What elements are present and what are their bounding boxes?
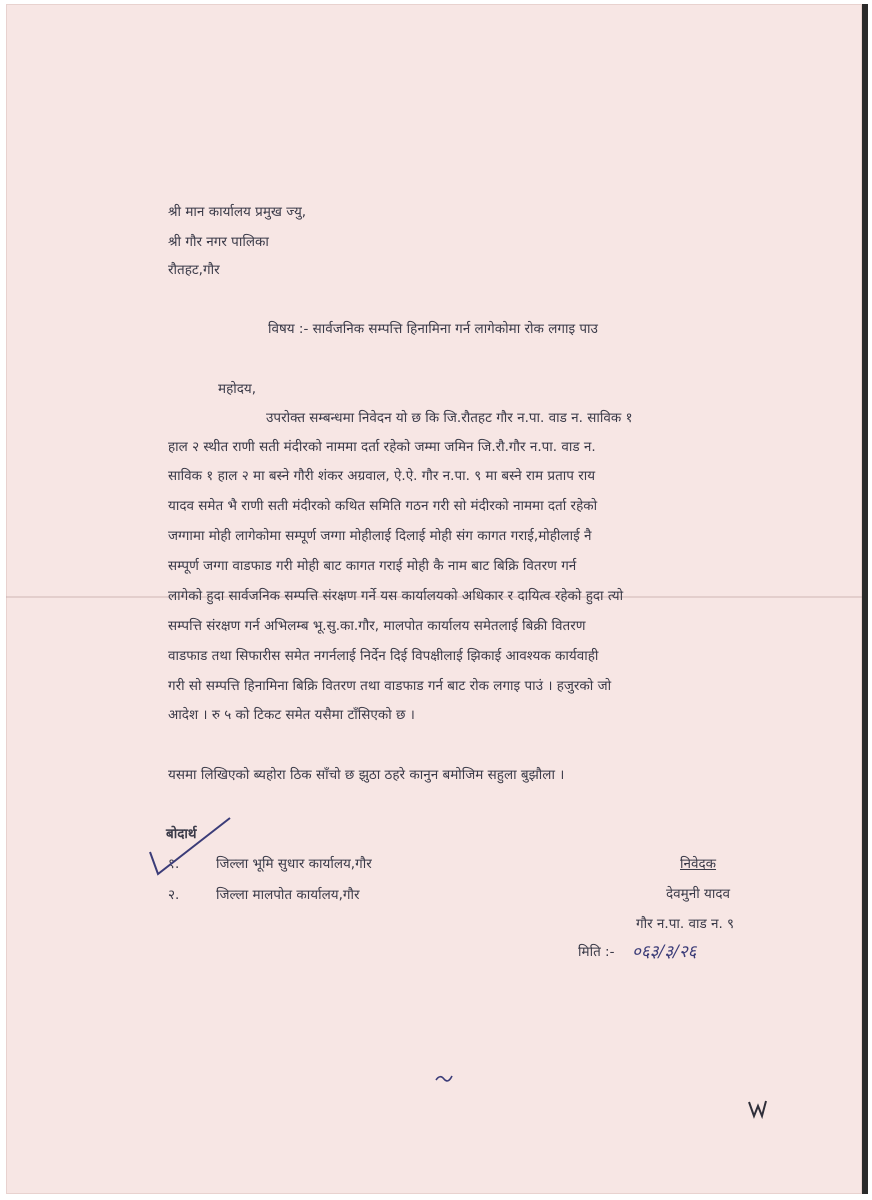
date-label: मिति :- [578, 944, 615, 960]
body-line: उपरोक्त सम्बन्धमा निवेदन यो छ कि जि.रौतहट गौर न.पा. वाड न. साविक १ [266, 410, 633, 426]
address-line-1: श्री मान कार्यालय प्रमुख ज्यु, [168, 204, 307, 220]
body-line: यादव समेत भै राणी सती मंदीरको कथित समिति गठन गरी सो मंदीरको नाममा दर्ता रहेको [168, 498, 598, 514]
cc-item-1: जिल्ला भूमि सुधार कार्यालय,गौर [216, 856, 372, 872]
cc-item-2: जिल्ला मालपोत कार्यालय,गौर [216, 887, 360, 903]
address-line-2: श्री गौर नगर पालिका [168, 234, 269, 250]
scan-edge [862, 4, 868, 1194]
signature-name: देवमुनी यादव [666, 886, 731, 902]
checkmark-icon [146, 812, 236, 882]
body-line: सम्पत्ति संरक्षण गर्न अभिलम्ब भू.सु.का.गौर, मालपोत कार्यालय समेतलाई बिक्री वितरण [168, 618, 586, 634]
body-line: साविक १ हाल २ मा बस्ने गौरी शंकर अग्रवाल, ऐ.ऐ. गौर न.पा. ९ मा बस्ने राम प्रताप राय [168, 468, 596, 484]
body-line: सम्पूर्ण जग्गा वाडफाड गरी मोही बाट कागत गराई मोही कै नाम बाट बिक्रि वितरण गर्न [168, 558, 577, 574]
pen-initial-icon [746, 1098, 770, 1120]
body-line: लागेको हुदा सार्वजनिक सम्पत्ति संरक्षण गर्ने यस कार्यालयको अधिकार र दायित्व रहेको हुदा त्यो [168, 588, 624, 604]
salutation: महोदय, [218, 381, 257, 397]
pen-mark-icon [434, 1072, 454, 1084]
body-line: आदेश । रु ५ को टिकट समेत यसैमा टाँसिएको छ । [168, 707, 415, 723]
body-line: गरी सो सम्पत्ति हिनामिना बिक्रि वितरण तथा वाडफाड गर्न बाट रोक लगाइ पाउं । हजुरको जो [168, 678, 612, 694]
date-value: ०६३/३/२६ [632, 942, 697, 962]
cc-number-2: २. [168, 887, 180, 903]
cc-number-1: १. [168, 856, 180, 872]
subject-line: विषय :- सार्वजनिक सम्पत्ति हिनामिना गर्न लागेकोमा रोक लगाइ पाउ [268, 321, 598, 337]
signature-address: गौर न.पा. वाड न. ९ [636, 916, 735, 932]
body-line: वाडफाड तथा सिफारीस समेत नगर्नलाई निर्देन दिई विपक्षीलाई झिकाई आवश्यक कार्यवाही [168, 648, 599, 664]
declaration: यसमा लिखिएको ब्यहोरा ठिक साँचो छ झुठा ठहरे कानुन बमोजिम सहुला बुझौला । [168, 767, 565, 783]
cc-heading: बोदार्थ [166, 826, 197, 842]
body-line: हाल २ स्थीत राणी सती मंदीरको नाममा दर्ता रहेको जम्मा जमिन जि.रौ.गौर न.पा. वाड न. [168, 439, 596, 455]
body-line: जग्गामा मोही लागेकोमा सम्पूर्ण जग्गा मोहीलाई दिलाई मोही संग कागत गराई,मोहीलाई नै [168, 528, 592, 544]
address-line-3: रौतहट,गौर [168, 262, 220, 278]
signature-label: निवेदक [680, 856, 717, 872]
